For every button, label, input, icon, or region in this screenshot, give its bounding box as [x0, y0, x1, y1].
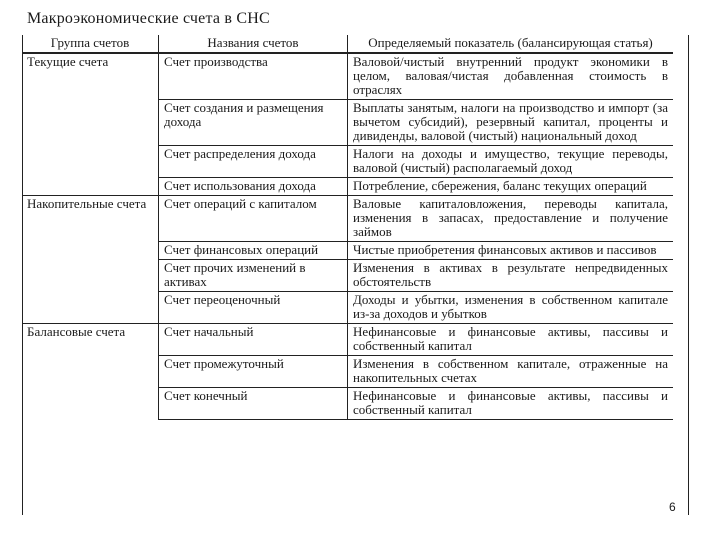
page-title: Макроэкономические счета в СНС — [27, 10, 270, 27]
sna-accounts-table — [22, 35, 673, 420]
account-name: Счет операций с капиталом — [159, 196, 348, 242]
table-right-border — [688, 35, 689, 515]
account-indicator: Чистые приобретения финансовых активов и пассивов — [348, 242, 674, 260]
page-number: 6 — [669, 500, 676, 514]
account-indicator: Нефинансовые и финансовые активы, пассивы и собственный капитал — [348, 324, 674, 356]
account-name: Счет производства — [159, 53, 348, 100]
account-indicator: Нефинансовые и финансовые активы, пассивы и собственный капитал — [348, 388, 674, 420]
table-row — [22, 53, 673, 100]
account-name: Счет прочих изменений в активах — [159, 260, 348, 292]
table-row — [22, 196, 673, 242]
column-header-name: Названия счетов — [159, 35, 348, 53]
group-cell-accumulation: Накопительные счета — [22, 196, 159, 324]
account-name: Счет создания и размещения дохода — [159, 100, 348, 146]
account-indicator: Потребление, сбережения, баланс текущих операций — [348, 178, 674, 196]
account-indicator: Валовой/чистый внутренний продукт экономики в целом, валовая/чистая добавленная стоимость в отраслях — [353, 54, 668, 97]
account-name: Счет конечный — [159, 388, 348, 420]
account-name: Счет промежуточный — [159, 356, 348, 388]
account-name: Счет финансовых операций — [159, 242, 348, 260]
column-header-group: Группа счетов — [22, 35, 159, 53]
account-name: Счет переоценочный — [159, 292, 348, 324]
column-header-indicator: Определяемый показатель (балансирующая статья) — [348, 35, 674, 53]
account-indicator: Изменения в активах в результате непредвиденных обстоятельств — [348, 260, 674, 292]
account-indicator: Изменения в собственном капитале, отраженные на накопительных счетах — [348, 356, 674, 388]
account-name: Счет начальный — [159, 324, 348, 356]
group-cell-balance: Балансовые счета — [22, 324, 159, 420]
group-cell-current: Текущие счета — [22, 53, 159, 196]
account-indicator: Налоги на доходы и имущество, текущие переводы, валовой (чистый) располагаемый доход — [348, 146, 674, 178]
account-indicator: Выплаты занятым, налоги на производство и импорт (за вычетом субсидий), резервный капитал, проценты и дивиденды, валовой (чистый) национальный доход — [348, 100, 674, 146]
table-header-row — [22, 35, 673, 53]
account-indicator: Валовые капиталовложения, переводы капитала, изменения в запасах, предоставление и получение займов — [348, 196, 674, 242]
table-row — [22, 324, 673, 356]
account-name: Счет использования дохода — [159, 178, 348, 196]
table-left-border — [22, 35, 23, 515]
account-name: Счет распределения дохода — [159, 146, 348, 178]
account-indicator: Доходы и убытки, изменения в собственном капитале из-за доходов и убытков — [348, 292, 674, 324]
